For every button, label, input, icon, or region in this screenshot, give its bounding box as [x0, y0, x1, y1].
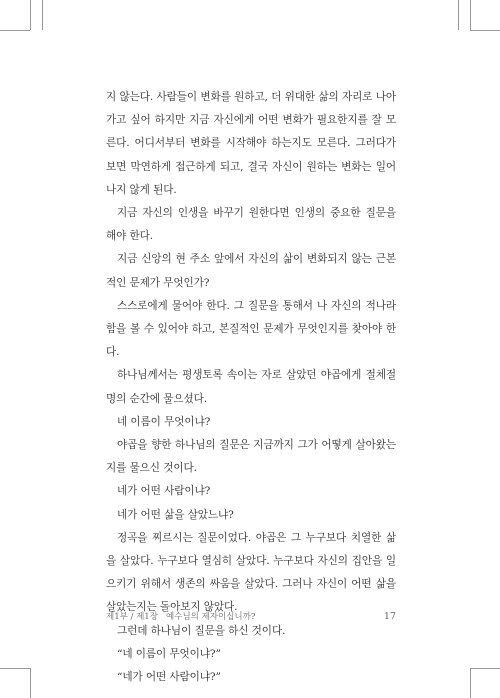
page-footer [106, 610, 396, 622]
crop-mark-top-left-horizontal [0, 30, 30, 31]
paragraph: 지 않는다. 사람들이 변화를 원하고, 더 위대한 삶의 자리로 나아가고 싶어 하지만 지금 자신에게 어떤 변화가 필요한지를 잘 모른다. 어디서부터 변화를 시작해야 하는지도 모른다. 그러다가 보면 막연하게 접근하게 되고, 결국 자신이 원하는 변화는 일어나지 않게 된다. [106, 91, 396, 196]
question-line: 네 이름이 무엇이냐? [117, 415, 211, 428]
page-number: 17 [383, 611, 396, 622]
paragraph: 정곡을 찌르시는 질문이었다. 야곱은 그 누구보다 치열한 삶을 살았다. 누구보다 열심히 살았다. 누구보다 자신의 집안을 일으키기 위해서 생존의 싸움을 살았다. 그러나 자신이 어떤 삶을 살았는지는 돌아보지 않았다. [106, 531, 396, 614]
crop-mark-bottom-right-vertical [470, 668, 471, 698]
crop-mark-bottom-right-horizontal [470, 668, 500, 669]
quoted-question: “네가 어떤 사람이냐?” [117, 671, 221, 684]
crop-mark-top-right-horizontal [470, 30, 500, 31]
paragraph: 하나님께서는 평생토록 속이는 자로 살았던 야곱에게 절체절명의 순간에 물으셨다. [106, 369, 396, 405]
crop-mark-top-left-vertical [30, 0, 31, 30]
paragraph: 지금 신앙의 현 주소 앞에서 자신의 삶이 변화되지 않는 근본적인 문제가 무엇인가? [106, 253, 396, 289]
running-head: 제1부 / 제1장 예수님의 제자이십니까? [106, 612, 256, 622]
body-text [106, 86, 396, 689]
crop-mark-top-right-vertical [458, 0, 459, 30]
crop-mark-top-right-vertical-2 [470, 0, 471, 30]
crop-mark-bottom-left-vertical [30, 668, 31, 698]
paragraph: 지금 자신의 인생을 바꾸기 원한다면 인생의 중요한 질문을 해야 한다. [106, 207, 396, 243]
crop-mark-bottom-left-horizontal [0, 668, 30, 669]
crop-mark-top-left-vertical-2 [42, 0, 43, 30]
paragraph: 야곱을 향한 하나님의 질문은 지금까지 그가 어떻게 살아왔는지를 물으신 것이다. [106, 439, 396, 475]
question-line: 네가 어떤 삶을 살았느냐? [117, 508, 234, 521]
paragraph: 스스로에게 물어야 한다. 그 질문을 통해서 나 자신의 적나라함을 볼 수 있어야 하고, 본질적인 문제가 무엇인지를 찾아야 한다. [106, 299, 396, 359]
paragraph: 그런데 하나님이 질문을 하신 것이다. [117, 624, 286, 637]
quoted-question: “네 이름이 무엇이냐?” [117, 647, 221, 660]
question-line: 네가 어떤 사람이냐? [117, 485, 211, 498]
